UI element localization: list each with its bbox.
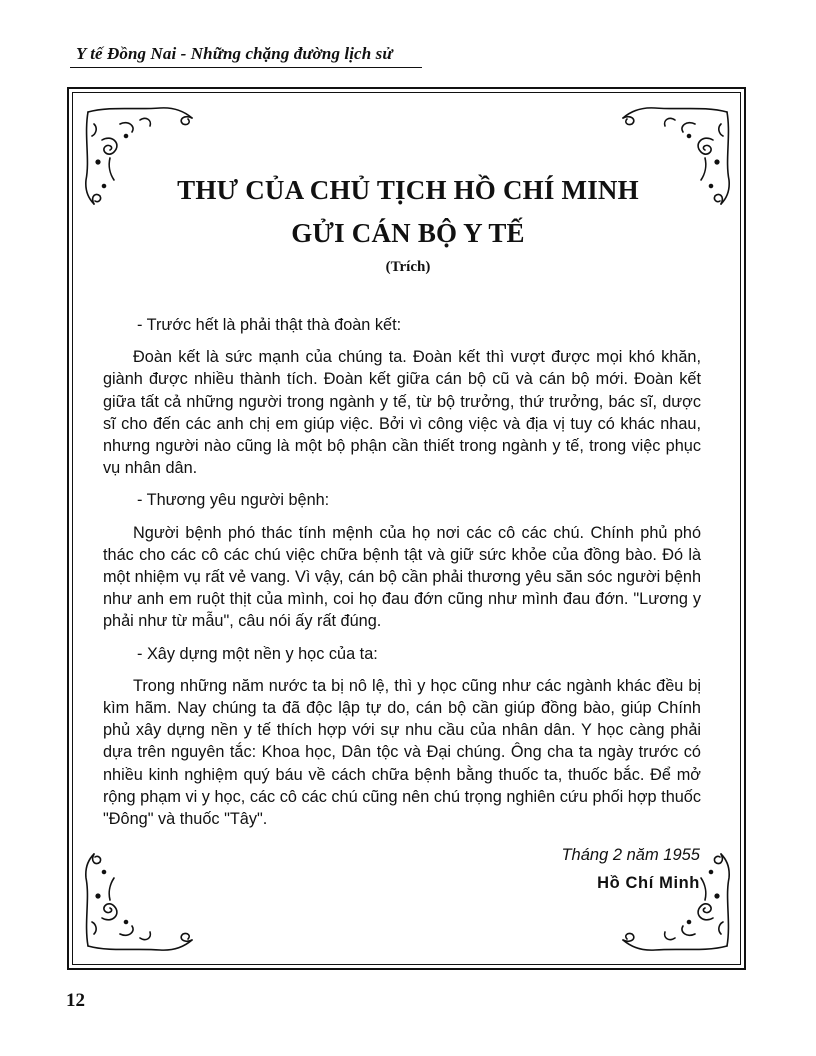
- paragraph-unity: Đoàn kết là sức mạnh của chúng ta. Đoàn kết thì vượt được mọi khó khăn, giành được nhiều thành tích. Đoàn kết giữa cán bộ cũ và cán bộ mới. Đoàn kết giữa tất cả những người trong ngành y tế, từ bộ trưởng, thứ trưởng, bác sĩ, dược sĩ cho đến các anh chị em giúp việc. Bởi vì công việc và địa vị tuy có khác nhau, nhưng người nào cũng là một bộ phận cần thiết trong ngành y tế, trong việc phục vụ nhân dân.: [103, 348, 701, 478]
- header-rule: [70, 67, 422, 68]
- section-heading-unity: - Trước hết là phải thật thà đoàn kết:: [137, 316, 402, 334]
- paragraph-love-patients: Người bệnh phó thác tính mệnh của họ nơi các cô các chú. Chính phủ phó thác cho các cô các chú việc chữa bệnh tật và giữ sức khỏe của đồng bào. Đó là một nhiệm vụ rất vẻ vang. Vì vậy, cán bộ cần phải thương yêu săn sóc người bệnh như anh em ruột thịt của mình, coi họ đau đớn cũng như mình đau đớn. "Lương y phải như từ mẫu", câu nói ấy rất đúng.: [103, 523, 701, 631]
- letter-subtitle: (Trích): [385, 259, 431, 275]
- signature-name: Hồ Chí Minh: [597, 874, 700, 892]
- section-heading-love-patients: - Thương yêu người bệnh:: [137, 491, 330, 510]
- letter-title-line-1: THƯ CỦA CHỦ TỊCH HỒ CHÍ MINH: [177, 175, 639, 205]
- page-number: 12: [66, 990, 85, 1011]
- letter-body: [103, 314, 701, 830]
- section-heading-build-medicine: - Xây dựng một nền y học của ta:: [137, 644, 378, 663]
- running-header: Y tế Đồng Nai - Những chặng đường lịch sử: [76, 44, 393, 63]
- corner-ornament-bottom-left-icon: [80, 848, 205, 958]
- letter-title-line-2: GỬI CÁN BỘ Y TẾ: [291, 218, 525, 248]
- paragraph-build-medicine: Trong những năm nước ta bị nô lệ, thì y học cũng như các ngành khác đều bị kìm hãm. Nay chúng ta đã độc lập tự do, cán bộ cần giúp đồng bào, giúp Chính phủ xây dựng nền y tế thích hợp với sự nhu cầu của nhân dân. Y học càng phải dựa trên nguyên tắc: Khoa học, Dân tộc và Đại chúng. Ông cha ta ngày trước có nhiều kinh nghiệm quý báu về cách chữa bệnh bằng thuốc ta, thuốc bắc. Để mở rộng phạm vi y học, các cô các chú cũng nên chú trọng nghiên cứu phối hợp thuốc "Đông" và thuốc "Tây".: [103, 676, 701, 829]
- signature-date: Tháng 2 năm 1955: [561, 846, 700, 864]
